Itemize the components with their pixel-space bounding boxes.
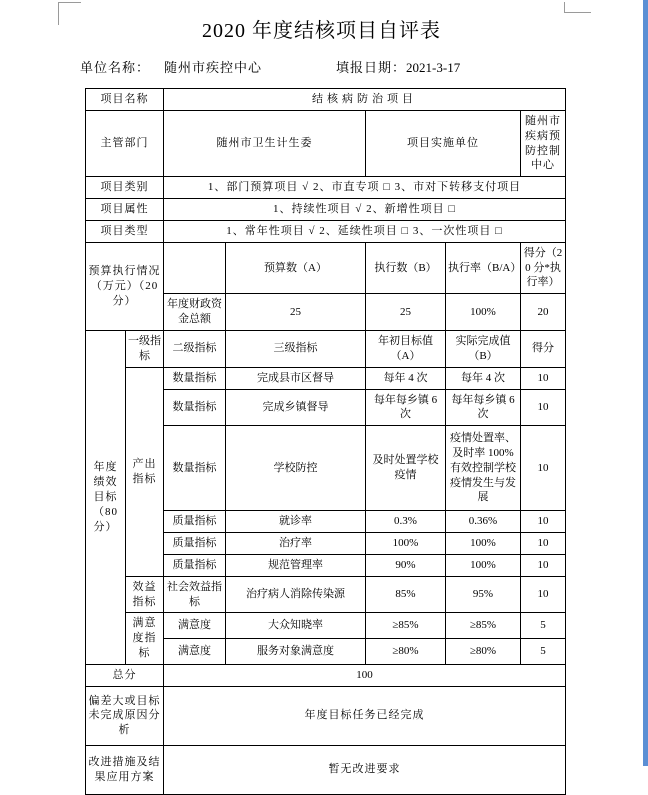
report-date-value: 2021-3-17 [406,60,461,75]
indicator-target: 及时处置学校疫情 [366,426,446,511]
indicator-level2: 数量指标 [164,426,226,511]
table-row-attribute [86,199,566,221]
attribute-label: 项目属性 [86,199,164,221]
budget-row-label: 年度财政资金总额 [164,294,226,331]
indicator-actual: ≥85% [446,613,521,639]
indicator-target: ≥80% [366,639,446,665]
indicator-score: 10 [521,389,566,426]
indicator-level3: 治疗病人消除传染源 [226,576,366,613]
indicator-actual: 95% [446,576,521,613]
budget-section-label: 预算执行情况（万元）（20 分） [86,242,164,330]
indicator-actual: ≥80% [446,639,521,665]
budget-empty-header [164,242,226,294]
budget-col-header-executed: 执行数（B） [366,242,446,294]
table-row-project-name [86,89,566,111]
table-row-type [86,220,566,242]
indicator-actual: 100% [446,533,521,555]
indicator-header-actual: 实际完成值（B） [446,330,521,367]
indicator-level2: 社会效益指标 [164,576,226,613]
indicator-target: 0.3% [366,511,446,533]
indicator-level3: 大众知晓率 [226,613,366,639]
indicator-header-target: 年初目标值（A） [366,330,446,367]
category-options[interactable]: 1、部门预算项目 √ 2、市直专项 □ 3、市对下转移支付项目 [164,177,566,199]
table-row [86,576,566,613]
project-name-value: 结核病防治项目 [164,89,566,111]
indicator-score: 10 [521,426,566,511]
implementation-unit-value: 随州市疾病预防控制中心 [521,110,566,176]
performance-section-label: 年度绩效目标（80 分） [86,330,126,664]
indicator-level3: 就诊率 [226,511,366,533]
indicator-score: 10 [521,367,566,389]
improvement-measures-label: 改进措施及结果应用方案 [86,745,164,794]
table-row-total [86,664,566,686]
indicator-level2: 质量指标 [164,511,226,533]
table-row [86,367,566,389]
indicator-target: 100% [366,533,446,555]
indicator-score: 10 [521,533,566,555]
indicator-score: 5 [521,639,566,665]
indicator-header-level3: 三级指标 [226,330,366,367]
indicator-actual: 每年每乡镇 6 次 [446,389,521,426]
indicator-level3: 完成县市区督导 [226,367,366,389]
department-label: 主管部门 [86,110,164,176]
category-label: 项目类别 [86,177,164,199]
indicator-group-satisfaction: 满意度指标 [126,613,164,665]
implementation-unit-label: 项目实施单位 [366,110,521,176]
indicator-header-level1: 一级指标 [126,330,164,367]
indicator-score: 10 [521,511,566,533]
total-score-label: 总分 [86,664,164,686]
indicator-target: ≥85% [366,613,446,639]
budget-col-header-score: 得分（20 分*执行率） [521,242,566,294]
indicator-level2: 满意度 [164,613,226,639]
indicator-actual: 0.36% [446,511,521,533]
indicator-group-benefit: 效益指标 [126,576,164,613]
type-options[interactable]: 1、常年性项目 √ 2、延续性项目 □ 3、一次性项目 □ [164,220,566,242]
indicator-level3: 学校防控 [226,426,366,511]
indicator-actual: 100% [446,554,521,576]
budget-executed-value: 25 [366,294,446,331]
table-row-improvement [86,745,566,794]
document-meta [0,57,643,76]
indicator-target: 90% [366,554,446,576]
indicator-level3: 规范管理率 [226,554,366,576]
budget-amount-value: 25 [226,294,366,331]
indicator-score: 10 [521,576,566,613]
indicator-actual: 每年 4 次 [446,367,521,389]
deviation-analysis-label: 偏差大或目标未完成原因分析 [86,686,164,745]
indicator-header-score: 得分 [521,330,566,367]
indicator-level2: 质量指标 [164,533,226,555]
indicator-score: 10 [521,554,566,576]
indicator-score: 5 [521,613,566,639]
table-row-category [86,177,566,199]
department-value: 随州市卫生计生委 [164,110,366,176]
attribute-options[interactable]: 1、持续性项目 √ 2、新增性项目 □ [164,199,566,221]
indicator-target: 每年每乡镇 6 次 [366,389,446,426]
indicator-target: 85% [366,576,446,613]
report-date-label: 填报日期： [336,60,407,75]
indicator-level2: 满意度 [164,639,226,665]
indicator-header-level2: 二级指标 [164,330,226,367]
total-score-value: 100 [164,664,566,686]
indicator-group-output: 产出指标 [126,367,164,576]
indicator-actual: 疫情处置率、及时率 100%有效控制学校疫情发生与发展 [446,426,521,511]
indicator-level3: 服务对象满意度 [226,639,366,665]
table-row-performance-header [86,330,566,367]
table-row-deviation [86,686,566,745]
type-label: 项目类型 [86,220,164,242]
deviation-analysis-value: 年度目标任务已经完成 [164,686,566,745]
page-title: 2020 年度结核项目自评表 [202,20,441,42]
project-name-label: 项目名称 [86,89,164,111]
indicator-target: 每年 4 次 [366,367,446,389]
indicator-level2: 数量指标 [164,389,226,426]
improvement-measures-value: 暂无改进要求 [164,745,566,794]
unit-name-value: 随州市疾控中心 [164,60,263,75]
self-evaluation-table [85,88,566,795]
table-row-budget-header [86,242,566,294]
budget-col-header-amount: 预算数（A） [226,242,366,294]
page-scrollbar[interactable] [643,0,648,766]
budget-score-value: 20 [521,294,566,331]
budget-col-header-rate: 执行率（B/A） [446,242,521,294]
indicator-level3: 完成乡镇督导 [226,389,366,426]
table-row-department [86,110,566,176]
indicator-level3: 治疗率 [226,533,366,555]
indicator-level2: 数量指标 [164,367,226,389]
unit-name-label: 单位名称： [80,60,151,75]
budget-execution-rate-value: 100% [446,294,521,331]
table-row [86,613,566,639]
indicator-level2: 质量指标 [164,554,226,576]
